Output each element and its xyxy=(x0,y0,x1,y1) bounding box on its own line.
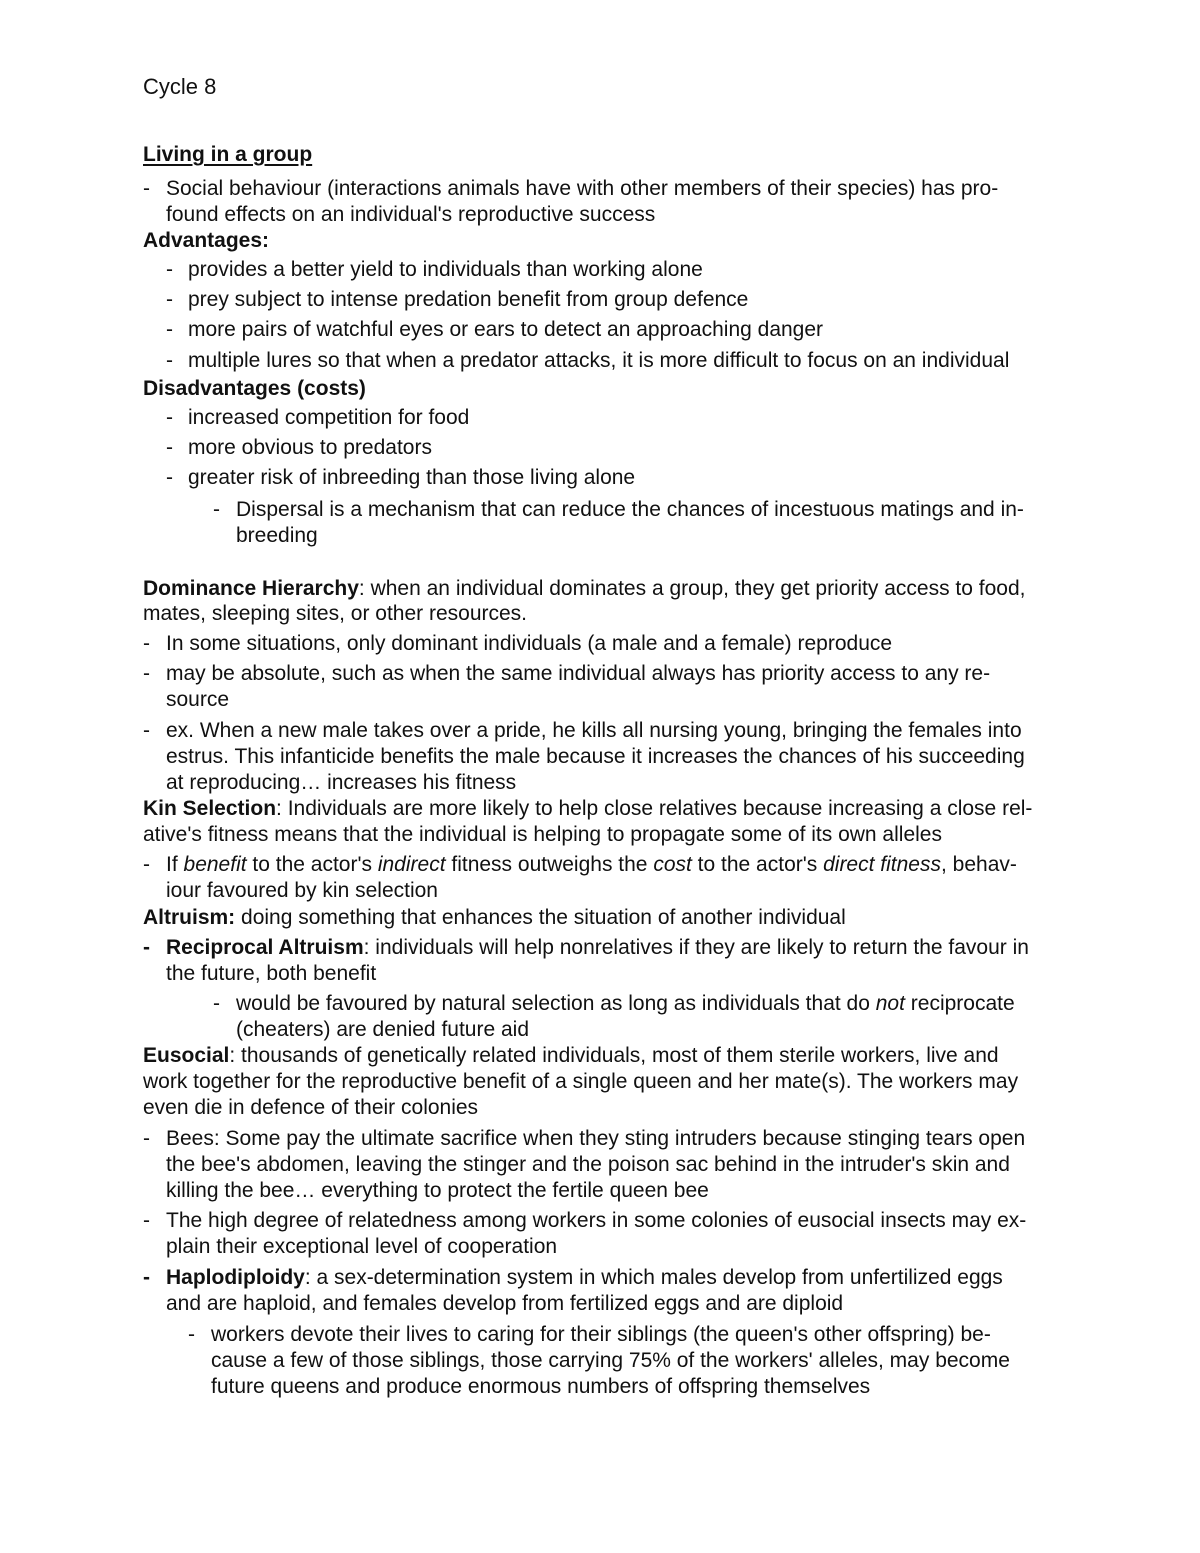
dominance-item: source xyxy=(166,688,230,711)
section-heading: Living in a group xyxy=(143,143,313,166)
kin-italic: cost xyxy=(653,853,692,876)
eusocial-definition xyxy=(143,1043,999,1069)
bullet-dash: - xyxy=(166,349,173,372)
bullet-dash: - xyxy=(166,436,173,459)
haplodiploidy-term: Haplodiploidy xyxy=(166,1266,305,1289)
intro-line: Social behaviour (interactions animals have with other members of their species) has pro- xyxy=(166,177,999,200)
altruism-term: Altruism: xyxy=(143,906,236,929)
eusocial-item: killing the bee… everything to protect the fertile queen bee xyxy=(166,1179,709,1202)
reciprocal-italic: not xyxy=(875,992,905,1015)
kin-definition xyxy=(143,796,1032,822)
eusocial-item: the bee's abdomen, leaving the stinger and the poison sac behind in the intruder's skin and xyxy=(166,1153,1010,1176)
bullet-dash: - xyxy=(166,288,173,311)
kin-text: to the actor's xyxy=(246,853,378,876)
disadvantage-subitem: Dispersal is a mechanism that can reduce the chances of incestuous matings and in- xyxy=(236,498,1024,521)
bullet-dash: - xyxy=(166,466,173,489)
disadvantage-subitem: breeding xyxy=(236,524,318,547)
kin-def-text: : Individuals are more likely to help close relatives because increasing a close rel- xyxy=(276,797,1033,820)
haplodiploidy-subitem: cause a few of those siblings, those carrying 75% of the workers' alleles, may become xyxy=(211,1349,1010,1372)
eusocial-item: The high degree of relatedness among workers in some colonies of eusocial insects may ex- xyxy=(166,1209,1027,1232)
disadvantage-item: increased competition for food xyxy=(188,406,470,429)
reciprocal-altruism-item xyxy=(166,935,1029,961)
kin-item: iour favoured by kin selection xyxy=(166,879,438,902)
reciprocal-text: would be favoured by natural selection as long as individuals that do xyxy=(236,992,876,1015)
disadvantages-heading: Disadvantages (costs) xyxy=(143,377,366,400)
bullet-dash: - xyxy=(143,1127,150,1150)
kin-definition-line: ative's fitness means that the individual is helping to propagate some of its own alleles xyxy=(143,823,942,846)
kin-italic: indirect xyxy=(377,853,446,876)
advantage-item: provides a better yield to individuals than working alone xyxy=(188,258,703,281)
altruism-definition xyxy=(143,905,846,931)
bullet-dash: - xyxy=(143,853,150,876)
bullet-dash: - xyxy=(213,992,220,1015)
reciprocal-def-text: : individuals will help nonrelatives if they are likely to return the favour in xyxy=(363,936,1029,959)
dominance-definition xyxy=(143,576,1025,602)
kin-text: to the actor's xyxy=(691,853,824,876)
haplodiploidy-def-text: : a sex-determination system in which males develop from unfertilized eggs xyxy=(304,1266,1003,1289)
bullet-dash: - xyxy=(166,406,173,429)
bullet-dash: - xyxy=(188,1323,195,1346)
reciprocal-subitem xyxy=(236,991,1015,1017)
reciprocal-altruism-item: the future, both benefit xyxy=(166,962,377,985)
dominance-definition-line: mates, sleeping sites, or other resources. xyxy=(143,602,528,625)
advantages-heading: Advantages: xyxy=(143,229,270,252)
dominance-item: In some situations, only dominant individuals (a male and a female) reproduce xyxy=(166,632,893,655)
advantage-item: prey subject to intense predation benefit from group defence xyxy=(188,288,749,311)
disadvantage-item: more obvious to predators xyxy=(188,436,432,459)
dominance-item: may be absolute, such as when the same individual always has priority access to any re- xyxy=(166,662,991,685)
kin-text: fitness outweighs the xyxy=(445,853,654,876)
reciprocal-text: reciprocate xyxy=(904,992,1015,1015)
kin-italic: direct fitness xyxy=(823,853,941,876)
reciprocal-term: Reciprocal Altruism xyxy=(166,936,364,959)
bullet-dash: - xyxy=(166,258,173,281)
bullet-dash: - xyxy=(143,719,150,742)
dominance-item: at reproducing… increases his fitness xyxy=(166,771,517,794)
altruism-def-text: doing something that enhances the situation of another individual xyxy=(235,906,846,929)
bullet-dash: - xyxy=(143,632,150,655)
eusocial-item: Bees: Some pay the ultimate sacrifice when they sting intruders because stinging tears open xyxy=(166,1127,1026,1150)
bullet-dash: - xyxy=(143,177,150,200)
intro-line: found effects on an individual's reproductive success xyxy=(166,203,656,226)
haplodiploidy-item xyxy=(166,1265,1003,1291)
disadvantage-item: greater risk of inbreeding than those living alone xyxy=(188,466,636,489)
haplodiploidy-subitem: workers devote their lives to caring for their siblings (the queen's other offspring) be- xyxy=(211,1323,991,1346)
bullet-dash: - xyxy=(143,936,150,959)
bullet-dash: - xyxy=(143,662,150,685)
reciprocal-subitem: (cheaters) are denied future aid xyxy=(236,1018,530,1041)
eusocial-def-text: : thousands of genetically related individuals, most of them sterile workers, live and xyxy=(229,1044,999,1067)
advantage-item: multiple lures so that when a predator attacks, it is more difficult to focus on an individual xyxy=(188,349,1010,372)
kin-italic: benefit xyxy=(183,853,247,876)
kin-item xyxy=(166,852,1017,878)
bullet-dash: - xyxy=(143,1209,150,1232)
haplodiploidy-subitem: future queens and produce enormous numbers of offspring themselves xyxy=(211,1375,871,1398)
dominance-item: ex. When a new male takes over a pride, he kills all nursing young, bringing the females into xyxy=(166,719,1022,742)
page-title: Cycle 8 xyxy=(143,74,217,99)
advantage-item: more pairs of watchful eyes or ears to detect an approaching danger xyxy=(188,318,824,341)
dominance-item: estrus. This infanticide benefits the male because it increases the chances of his succeeding xyxy=(166,745,1025,768)
dominance-term: Dominance Hierarchy xyxy=(143,577,359,600)
bullet-dash: - xyxy=(143,1266,150,1289)
bullet-dash: - xyxy=(166,318,173,341)
dominance-def-text: : when an individual dominates a group, they get priority access to food, xyxy=(358,577,1026,600)
haplodiploidy-item: and are haploid, and females develop from fertilized eggs and are diploid xyxy=(166,1292,844,1315)
kin-text: , behav- xyxy=(940,853,1017,876)
kin-term: Kin Selection xyxy=(143,797,277,820)
eusocial-term: Eusocial xyxy=(143,1044,230,1067)
eusocial-definition-line: even die in defence of their colonies xyxy=(143,1096,479,1119)
kin-text: If xyxy=(166,853,184,876)
bullet-dash: - xyxy=(213,498,220,521)
eusocial-item: plain their exceptional level of cooperation xyxy=(166,1235,558,1258)
eusocial-definition-line: work together for the reproductive benefit of a single queen and her mate(s). The workers may xyxy=(143,1070,1019,1093)
